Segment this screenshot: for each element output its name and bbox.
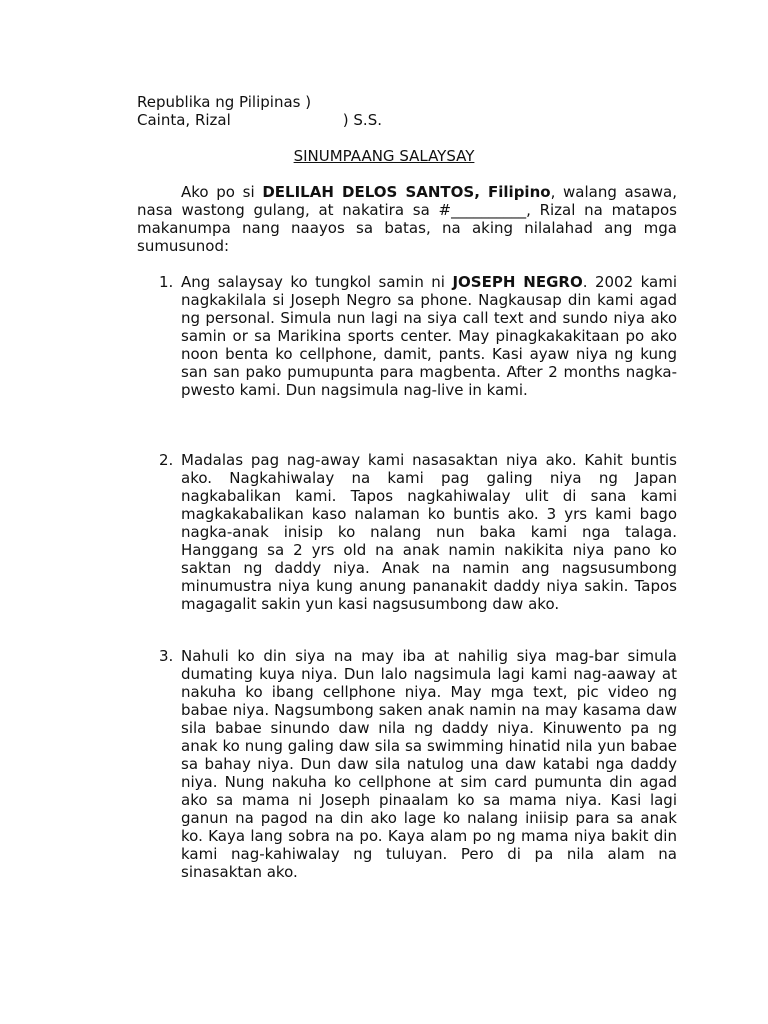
document-title: SINUMPAANG SALAYSAY	[293, 147, 475, 165]
statement-item-1	[137, 273, 677, 399]
intro-paragraph	[137, 183, 677, 255]
item-number: 2.	[159, 451, 174, 469]
item-body-text: Madalas pag nag-away kami nasasaktan niya ako. Kahit buntis ako. Nagkahiwalay na kami pag galing niya ng Japan nagkabalikan kami. Tapos nagkahiwalay ulit di sana kami magkakabalikan kaso nalaman ko buntis ako. 3 yrs kami bago nagka-anak inisip ko nalang nun baka kami nga talaga. Hanggang sa 2 yrs old na anak namin nakikita niya pano ko saktan ng daddy niya. Anak na namin ang nagsusumbong minumustra niya kung anung pananakit daddy niya sakin. Tapos magagalit sakin yun kasi nagsusumbong daw ako.	[181, 451, 677, 613]
venue-city: Cainta, Rizal	[137, 111, 231, 129]
item-text	[181, 451, 677, 613]
intro-prefix: Ako po si	[181, 183, 263, 201]
item-body-text: . 2002 kami nagkakilala si Joseph Negro sa phone. Nagkausap din kami agad ng personal. Simula nun lagi na siya call text and sundo niya ako samin or sa Marikina sports center. May pinagkakakitaan po ako noon benta ko cellphone, damit, pants. Kasi ayaw niya ng kung san san pako pumupunta para magbenta. After 2 months nagka-pwesto kami. Dun nagsimula nag-live in kami.	[181, 273, 678, 399]
affiant-name: DELILAH DELOS SANTOS, Filipino	[262, 183, 551, 201]
item-body-text: Nahuli ko din siya na may iba at nahilig siya mag-bar simula dumating kuya niya. Dun lalo nagsimula lagi kami nag-aaway at nakuha ko ibang cellphone niya. May mga text, pic video ng babae niya. Nagsumbong saken anak namin na may kasama daw sila babae sinundo daw nila ng daddy niya. Kinuwento pa ng anak ko nung galing daw sila sa swimming hinatid nila yun babae sa bahay niya. Dun daw sila natulog una daw katabi nga daddy niya. Nung nakuha ko cellphone at sim card pumunta din agad ako sa mama ni Joseph pinaalam ko sa mama niya. Kasi lagi ganun na pagod na din ako lage ko nalang iniisip para sa anak ko. Kaya lang sobra na po. Kaya alam po ng mama niya bakit din kami nag-kahiwalay ng tuluyan. Pero di pa nila alam na sinasaktan ako.	[181, 647, 677, 881]
venue-header	[137, 93, 382, 129]
respondent-name: JOSEPH NEGRO	[452, 273, 583, 291]
statement-item-2	[137, 451, 677, 613]
item-prefix: Ang salaysay ko tungkol samin ni	[181, 273, 453, 291]
intro-suffix: , walang asawa, nasa wastong gulang, at nakatira sa #__________, Rizal na matapos makanumpa nang naayos sa batas, na aking nilalahad ang mga sumusunod:	[137, 183, 677, 255]
item-text	[181, 273, 677, 399]
venue-ss: ) S.S.	[342, 111, 382, 129]
item-number: 1.	[159, 273, 174, 291]
item-number: 3.	[159, 647, 174, 665]
venue-country: Republika ng Pilipinas )	[137, 93, 312, 111]
item-text	[181, 647, 677, 881]
statement-item-3	[137, 647, 677, 881]
venue-city-line	[137, 111, 382, 129]
